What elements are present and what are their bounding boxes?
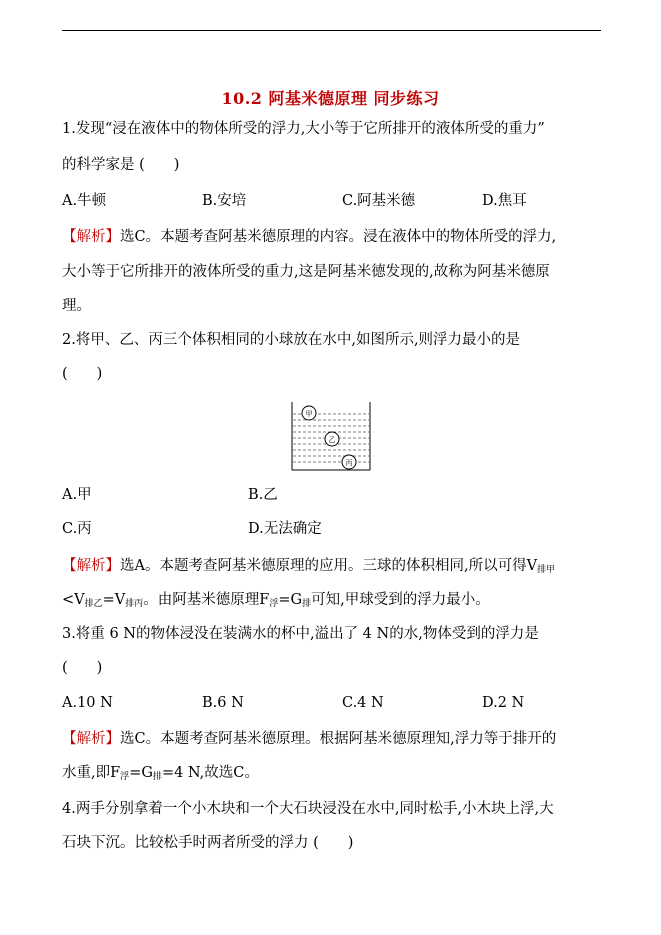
q3-option-c: C.4 N — [342, 695, 384, 711]
q3-sub-pai: 排 — [152, 772, 162, 782]
q3-analysis-line2 — [62, 763, 259, 787]
q1-analysis-line2: 大小等于它所排开的液体所受的重力,这是阿基米德发现的,故称为阿基米德原 — [62, 264, 550, 280]
q1-stem-line2: 的科学家是 ( ) — [62, 157, 180, 173]
q2-analysis-tag: 【解析】 — [62, 558, 120, 574]
q3-stem-line1: 3.将重 6 N的物体浸没在装满水的杯中,溢出了 4 N的水,物体受到的浮力是 — [62, 626, 539, 642]
q3-analysis-text1: 选C。本题考查阿基米德原理。根据阿基米德原理知,浮力等于排开的 — [120, 731, 557, 747]
ball-bing — [342, 455, 356, 469]
ball-jia — [302, 406, 316, 420]
q2-analysis-text1: 选A。本题考查阿基米德原理的应用。三球的体积相同,所以可得V — [120, 558, 538, 574]
ball-jia-label: 甲 — [305, 410, 313, 418]
q4-stem-line1: 4.两手分别拿着一个小木块和一个大石块浸没在水中,同时松手,小木块上浮,大 — [62, 801, 554, 817]
q1-analysis-text1: 选C。本题考查阿基米德原理的内容。浸在液体中的物体所受的浮力, — [120, 229, 557, 245]
ball-yi — [325, 432, 339, 446]
q2-analysis-seg-b: =V — [102, 592, 126, 608]
q3-stem-line2: ( ) — [62, 660, 103, 676]
header-rule — [62, 30, 601, 31]
ball-bing-label: 丙 — [345, 459, 353, 467]
q2-stem-line1: 2.将甲、乙、丙三个体积相同的小球放在水中,如图所示,则浮力最小的是 — [62, 332, 521, 348]
q3-analysis-seg-c: =4 N,故选C。 — [161, 765, 259, 781]
q1-analysis-line1 — [62, 227, 556, 247]
q4-stem-line2: 石块下沉。比较松手时两者所受的浮力 ( ) — [62, 835, 354, 851]
q2-option-c: C.丙 — [62, 521, 92, 537]
q2-sub-pai-bing: 排丙 — [125, 599, 144, 609]
q3-sub-fu: 浮 — [120, 772, 130, 782]
q3-analysis-line1 — [62, 729, 556, 749]
q3-analysis-seg-b: =G — [129, 765, 153, 781]
q2-analysis-line1 — [62, 556, 555, 580]
q3-option-a: A.10 N — [62, 695, 113, 711]
q2-sub-pai: 排 — [302, 599, 312, 609]
q2-option-a: A.甲 — [62, 487, 92, 503]
q2-option-b: B.乙 — [248, 487, 278, 503]
q2-stem-line2: ( ) — [62, 366, 103, 382]
q3-option-d: D.2 N — [482, 695, 525, 711]
q2-analysis-seg-e: 可知,甲球受到的浮力最小。 — [311, 592, 490, 608]
q1-stem-line1: 1.发现“浸在液体中的物体所受的浮力,大小等于它所排开的液体所受的重力” — [62, 121, 545, 137]
q1-option-d: D.焦耳 — [482, 193, 527, 209]
q1-analysis-line3: 理。 — [62, 298, 91, 314]
q2-sub-fu: 浮 — [269, 599, 279, 609]
q3-option-b: B.6 N — [202, 695, 244, 711]
q1-option-a: A.牛顿 — [62, 193, 107, 209]
q3-analysis-seg-a: 水重,即F — [62, 765, 121, 781]
q2-analysis-seg-a: <V — [62, 592, 85, 608]
q3-analysis-tag: 【解析】 — [62, 731, 120, 747]
ball-yi-label: 乙 — [328, 436, 336, 444]
q1-analysis-tag: 【解析】 — [62, 229, 120, 245]
q1-option-c: C.阿基米德 — [342, 193, 416, 209]
q2-analysis-seg-d: =G — [278, 592, 303, 608]
q2-analysis-seg-c: 。由阿基米德原理F — [143, 592, 270, 608]
q2-analysis-line2 — [62, 590, 490, 614]
q2-option-d: D.无法确定 — [248, 521, 322, 537]
q2-sub-pai-jia: 排甲 — [537, 565, 556, 575]
q2-sub-pai-yi: 排乙 — [84, 599, 103, 609]
q1-option-b: B.安培 — [202, 193, 247, 209]
water-container-figure — [290, 400, 372, 472]
page-title: 10.2 阿基米德原理 同步练习 — [221, 89, 440, 108]
